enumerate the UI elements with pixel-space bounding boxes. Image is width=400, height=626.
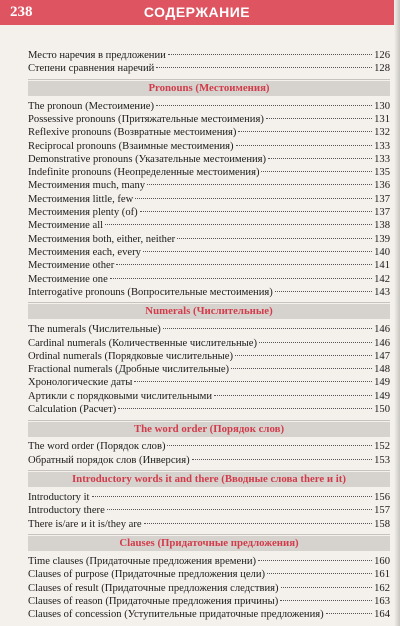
section-heading xyxy=(28,419,390,439)
entry-title: There is/are и it is/they are xyxy=(28,518,142,530)
entry-title: Clauses of result (Придаточные предложения следствия) xyxy=(28,582,279,594)
dot-leader xyxy=(266,118,372,119)
toc-entry xyxy=(28,376,390,389)
entry-title: Местоимения little, few xyxy=(28,193,134,205)
entry-page-number: 162 xyxy=(374,582,390,594)
toc-entry xyxy=(28,219,390,232)
dot-leader xyxy=(167,445,372,446)
entry-title: Clauses of concession (Уступительные придаточные предложения) xyxy=(28,609,324,621)
entry-title: Calculation (Расчет) xyxy=(28,404,117,416)
section-rule xyxy=(28,470,390,471)
toc-entry xyxy=(28,206,390,219)
entry-title: Time clauses (Придаточные предложения времени) xyxy=(28,556,257,568)
dot-leader xyxy=(156,105,372,106)
entry-title: Demonstrative pronouns (Указательные местоимения) xyxy=(28,153,267,165)
dot-leader xyxy=(92,496,373,497)
section-heading xyxy=(28,533,390,553)
section-title: Numerals (Числительные) xyxy=(145,305,273,318)
toc-entry xyxy=(28,246,390,259)
entry-page-number: 149 xyxy=(374,377,390,389)
toc-entry xyxy=(28,153,390,166)
dot-leader xyxy=(140,211,372,212)
dot-leader xyxy=(118,408,372,409)
toc-entry xyxy=(28,454,390,467)
entry-page-number: 163 xyxy=(374,595,390,607)
entry-page-number: 135 xyxy=(374,167,390,179)
entry-title: Местоимения both, either, neither xyxy=(28,233,176,245)
dot-leader xyxy=(261,171,372,172)
entry-title: Местоимение one xyxy=(28,273,108,285)
section-rule xyxy=(28,420,390,421)
entry-page-number: 132 xyxy=(374,127,390,139)
dot-leader xyxy=(238,131,372,132)
toc-entry xyxy=(28,100,390,113)
entry-page-number: 136 xyxy=(374,180,390,192)
toc-entry xyxy=(28,259,390,272)
dot-leader xyxy=(258,560,372,561)
dot-leader xyxy=(280,600,372,601)
entry-page-number: 157 xyxy=(374,505,390,517)
entry-page-number: 133 xyxy=(374,140,390,152)
toc-entry xyxy=(28,595,390,608)
dot-leader xyxy=(144,523,372,524)
toc-entry xyxy=(28,49,390,62)
entry-title: Местоимение other xyxy=(28,260,115,272)
entry-page-number: 148 xyxy=(374,364,390,376)
entry-title: Хронологические даты xyxy=(28,377,133,389)
entry-page-number: 158 xyxy=(374,518,390,530)
dot-leader xyxy=(268,158,372,159)
entry-title: Местоимения much, many xyxy=(28,180,146,192)
toc-entry xyxy=(28,555,390,568)
entry-page-number: 131 xyxy=(374,113,390,125)
entry-page-number: 133 xyxy=(374,153,390,165)
entry-title: Обратный порядок слов (Инверсия) xyxy=(28,454,190,466)
dot-leader xyxy=(177,238,372,239)
toc-entry xyxy=(28,233,390,246)
section-heading xyxy=(28,78,390,98)
dot-leader xyxy=(163,328,372,329)
toc-entry xyxy=(28,62,390,75)
dot-leader xyxy=(192,459,372,460)
section-title: The word order (Порядок слов) xyxy=(133,422,285,435)
dot-leader xyxy=(326,613,372,614)
entry-page-number: 141 xyxy=(374,260,390,272)
section-rule xyxy=(28,534,390,535)
entry-title: Местоимения plenty (of) xyxy=(28,207,138,219)
entry-title: The numerals (Числительные) xyxy=(28,324,161,336)
dot-leader xyxy=(135,198,372,199)
entry-page-number: 128 xyxy=(374,63,390,75)
section-title: Pronouns (Местоимения) xyxy=(148,81,270,94)
entry-title: Степени сравнения наречий xyxy=(28,63,155,75)
toc-entry xyxy=(28,179,390,192)
dot-leader xyxy=(116,264,372,265)
dot-leader xyxy=(156,67,372,68)
entry-title: Introductory it xyxy=(28,492,90,504)
section-heading xyxy=(28,301,390,321)
entry-page-number: 146 xyxy=(374,337,390,349)
toc-entry xyxy=(28,491,390,504)
entry-page-number: 137 xyxy=(374,193,390,205)
toc-entry xyxy=(28,390,390,403)
entry-page-number: 153 xyxy=(374,454,390,466)
entry-title: Артикли с порядковыми числительными xyxy=(28,390,213,402)
dot-leader xyxy=(107,509,372,510)
section-rule xyxy=(28,302,390,303)
entry-title: Ordinal numerals (Порядковые числительные) xyxy=(28,350,234,362)
toc-entry xyxy=(28,568,390,581)
entry-page-number: 161 xyxy=(374,569,390,581)
toc-entry xyxy=(28,337,390,350)
page-edge-shadow xyxy=(394,0,400,626)
toc-entry xyxy=(28,140,390,153)
dot-leader xyxy=(214,395,372,396)
entry-title: Reciprocal pronouns (Взаимные местоимения) xyxy=(28,140,234,152)
entry-title: Fractional numerals (Дробные числительные) xyxy=(28,364,230,376)
entry-title: Interrogative pronouns (Вопросительные местоимения) xyxy=(28,286,273,298)
entry-title: The pronoun (Местоимение) xyxy=(28,100,154,112)
section-title: Clauses (Придаточные предложения) xyxy=(119,537,299,550)
entry-page-number: 139 xyxy=(374,233,390,245)
entry-title: The word order (Порядок слов) xyxy=(28,441,166,453)
entry-title: Possessive pronouns (Притяжательные местоимения) xyxy=(28,113,264,125)
dot-leader xyxy=(110,278,372,279)
section-rule xyxy=(28,79,390,80)
toc-entry xyxy=(28,193,390,206)
entry-page-number: 142 xyxy=(374,273,390,285)
entry-page-number: 146 xyxy=(374,324,390,336)
dot-leader xyxy=(235,355,372,356)
dot-leader xyxy=(147,184,372,185)
toc-entry xyxy=(28,286,390,299)
entry-page-number: 126 xyxy=(374,50,390,61)
entry-page-number: 149 xyxy=(374,390,390,402)
section-heading xyxy=(28,469,390,489)
entry-page-number: 140 xyxy=(374,246,390,258)
toc-entry xyxy=(28,350,390,363)
toc-entry xyxy=(28,582,390,595)
dot-leader xyxy=(259,342,372,343)
toc-entry xyxy=(28,126,390,139)
dot-leader xyxy=(275,291,372,292)
toc-entry xyxy=(28,166,390,179)
toc-entry xyxy=(28,363,390,376)
page-title: СОДЕРЖАНИЕ xyxy=(143,4,251,20)
entry-title: Cardinal numerals (Количественные числительные) xyxy=(28,337,257,349)
dot-leader xyxy=(105,224,372,225)
toc-entry xyxy=(28,440,390,453)
entry-title: Местоимения each, every xyxy=(28,246,141,258)
dot-leader xyxy=(281,587,373,588)
dot-leader xyxy=(168,54,372,55)
toc-entry xyxy=(28,113,390,126)
entry-title: Clauses of purpose (Придаточные предложения цели) xyxy=(28,569,266,581)
entry-title: Indefinite pronouns (Неопределенные местоимения) xyxy=(28,167,260,179)
entry-page-number: 150 xyxy=(374,404,390,416)
entry-page-number: 137 xyxy=(374,207,390,219)
toc-entry xyxy=(28,273,390,286)
entry-page-number: 156 xyxy=(374,492,390,504)
entry-title: Introductory there xyxy=(28,505,105,517)
entry-page-number: 130 xyxy=(374,100,390,112)
dot-leader xyxy=(134,381,372,382)
toc-entry xyxy=(28,608,390,621)
entry-page-number: 138 xyxy=(374,220,390,232)
toc-entry xyxy=(28,518,390,531)
toc-entry xyxy=(28,504,390,517)
entry-page-number: 164 xyxy=(374,609,390,621)
entry-page-number: 143 xyxy=(374,286,390,298)
entry-page-number: 152 xyxy=(374,441,390,453)
toc-entry xyxy=(28,403,390,416)
entry-title: Clauses of reason (Придаточные предложения причины) xyxy=(28,595,279,607)
section-title: Introductory words it and there (Вводные слова there и it) xyxy=(71,473,346,486)
page-number: 238 xyxy=(10,4,33,20)
dot-leader xyxy=(143,251,372,252)
table-of-contents xyxy=(28,49,390,622)
entry-title: Местоимение all xyxy=(28,220,104,232)
page-header xyxy=(0,0,394,25)
entry-title: Reflexive pronouns (Возвратные местоимения) xyxy=(28,127,237,139)
entry-title: Место наречия в предложении xyxy=(28,50,166,61)
dot-leader xyxy=(236,145,373,146)
dot-leader xyxy=(267,573,372,574)
dot-leader xyxy=(231,368,372,369)
entry-page-number: 147 xyxy=(374,350,390,362)
entry-page-number: 160 xyxy=(374,556,390,568)
toc-entry xyxy=(28,323,390,336)
